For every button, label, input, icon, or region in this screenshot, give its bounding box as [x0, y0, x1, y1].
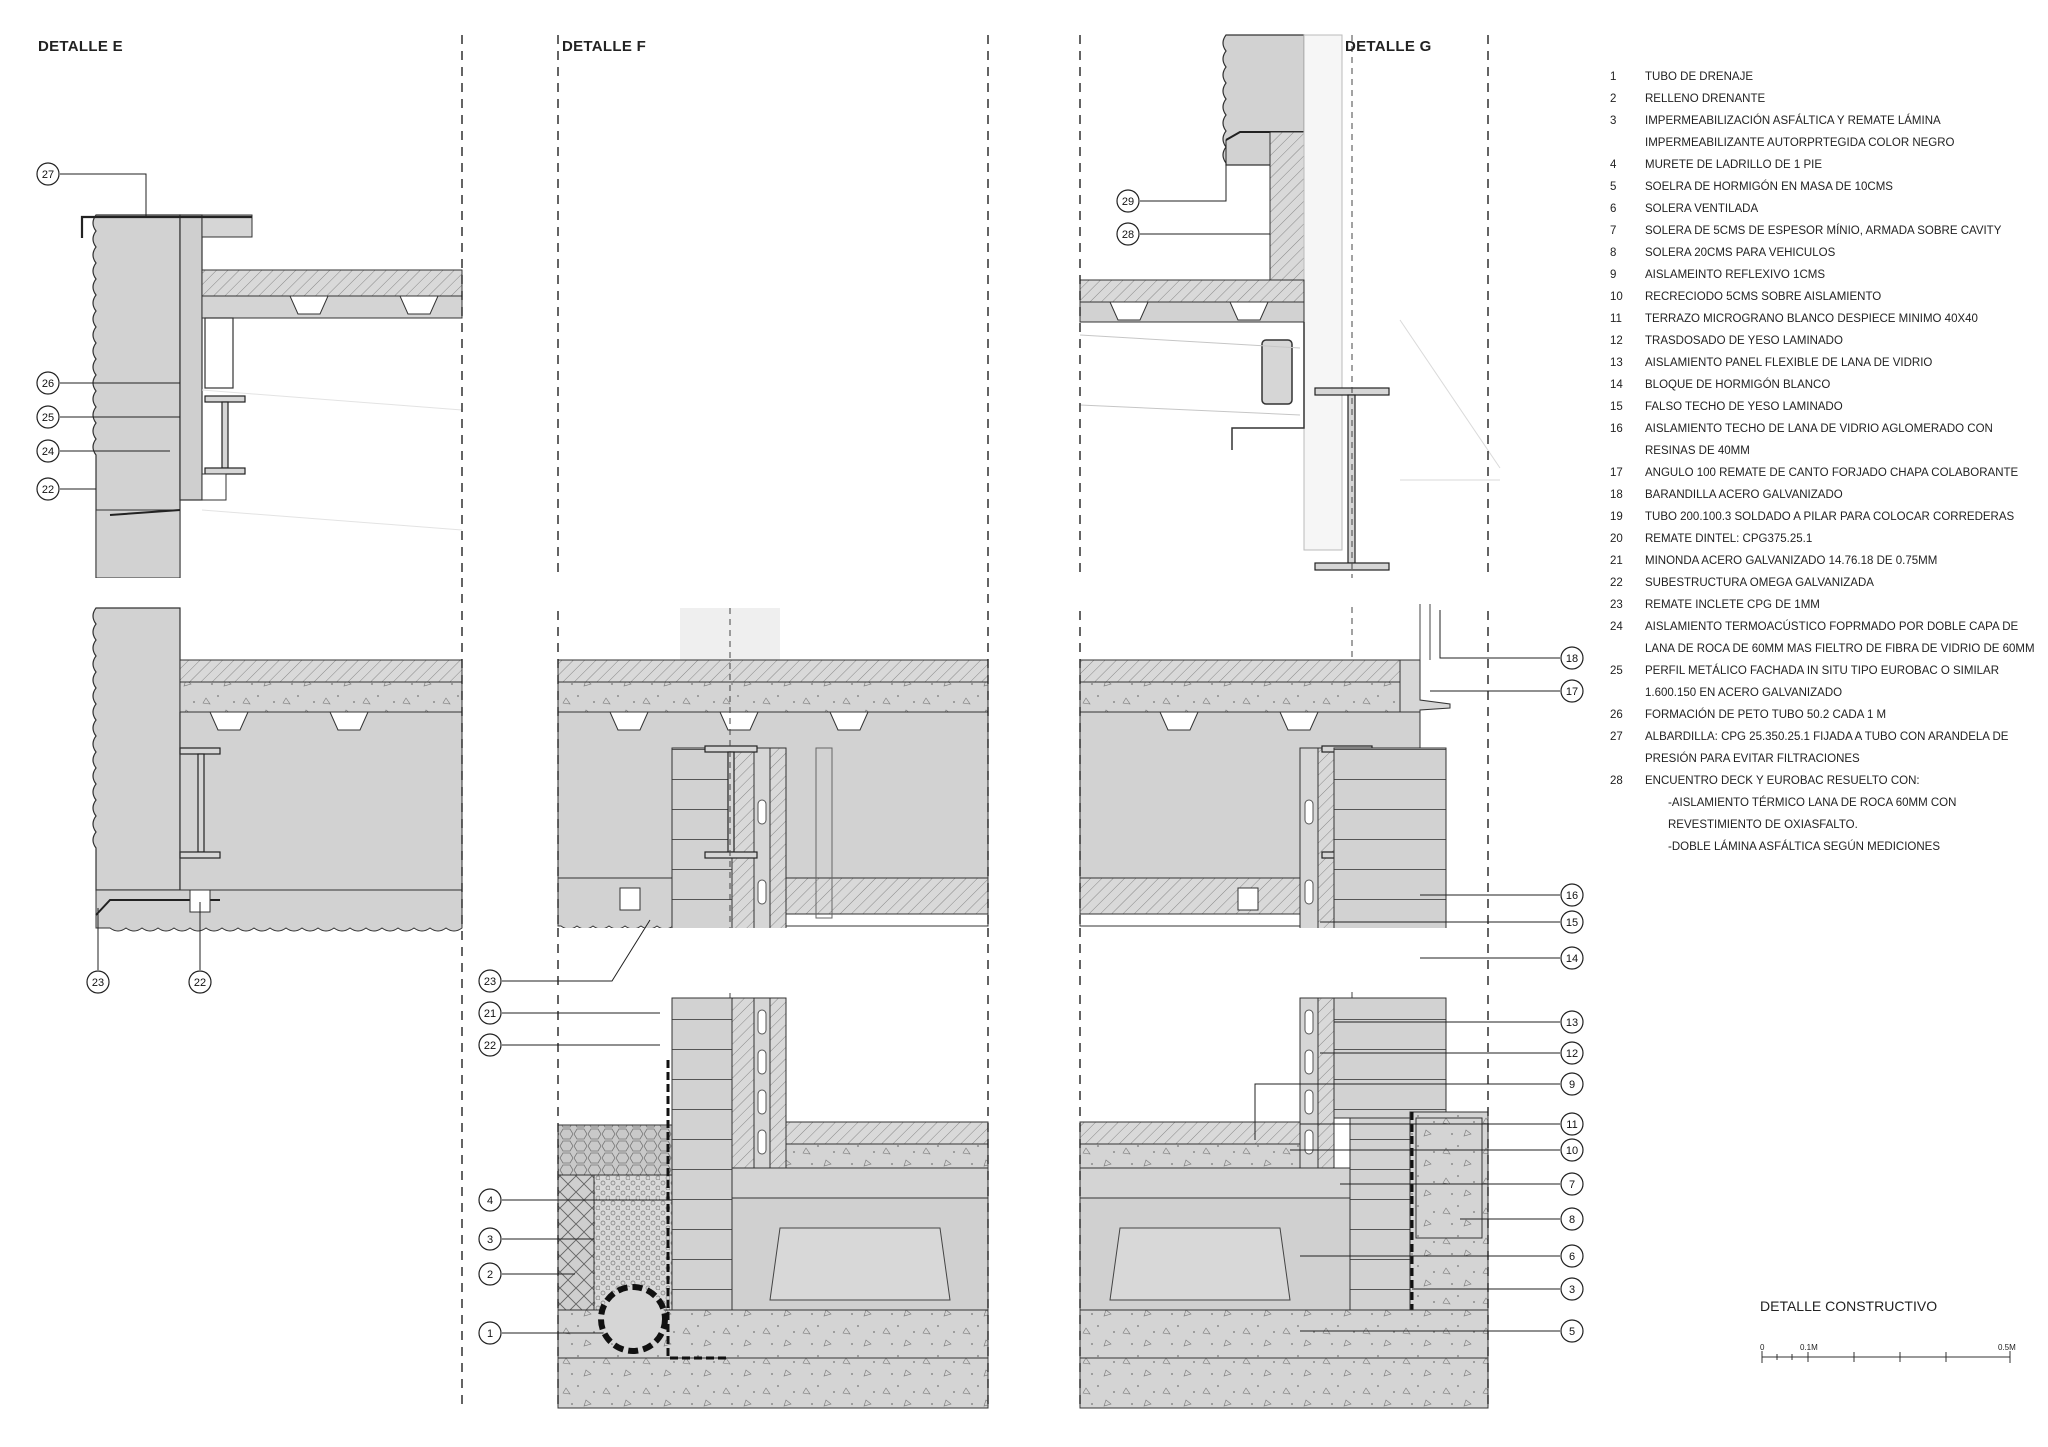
- drawing-title: DETALLE CONSTRUCTIVO: [1760, 1298, 1938, 1314]
- legend-number: 1: [1610, 71, 1617, 83]
- legend-text: SOLERA 20CMS PARA VEHICULOS: [1645, 247, 1836, 259]
- callout-g_right: [1561, 911, 1583, 933]
- legend-item: [1610, 242, 2030, 264]
- legend-item: [1610, 660, 2030, 682]
- callout-g_right: [1561, 1173, 1583, 1195]
- legend-text: BARANDILLA ACERO GALVANIZADO: [1645, 489, 1843, 501]
- callout-g_right: [1561, 1042, 1583, 1064]
- callout-number: 29: [1121, 196, 1135, 208]
- callout-number: 23: [483, 976, 497, 988]
- callout-g_right: [1561, 1320, 1583, 1342]
- callout-number: 5: [1568, 1326, 1576, 1338]
- legend-number: 26: [1610, 709, 1623, 721]
- callout-e: [37, 372, 59, 394]
- callout-number: 9: [1568, 1079, 1576, 1091]
- callout-g_right: [1561, 1073, 1583, 1095]
- legend-text: PERFIL METÁLICO FACHADA IN SITU TIPO EUROBAC O SIMILAR: [1645, 665, 2000, 677]
- callout-g_right: [1561, 1011, 1583, 1033]
- legend-item: [1610, 374, 2030, 396]
- callout-g_right: [1561, 1139, 1583, 1161]
- legend-number: 21: [1610, 555, 1623, 567]
- legend-number: 6: [1610, 203, 1617, 215]
- legend-item: [1610, 770, 2030, 792]
- legend-text: SOLERA VENTILADA: [1645, 203, 1759, 215]
- callout-number: 16: [1565, 890, 1579, 902]
- legend-number: 17: [1610, 467, 1623, 479]
- legend-text: AISLAMIENTO TECHO DE LANA DE VIDRIO AGLOMERADO CON: [1645, 423, 1993, 435]
- legend-text: TRASDOSADO DE YESO LAMINADO: [1645, 335, 1843, 347]
- callout-number: 21: [483, 1008, 497, 1020]
- legend-item: [1610, 264, 2030, 286]
- legend-number: 28: [1610, 775, 1623, 787]
- detail-f-title: DETALLE F: [562, 38, 647, 55]
- legend-number: 5: [1610, 181, 1617, 193]
- legend-text: TUBO DE DRENAJE: [1645, 71, 1753, 83]
- legend-text: REMATE INCLETE CPG DE 1MM: [1645, 599, 1820, 611]
- legend-item: [1610, 462, 2030, 484]
- callout-f: [479, 1189, 501, 1211]
- callout-g_left: [1117, 190, 1139, 212]
- callout-e: [37, 163, 59, 185]
- callout-f: [479, 1002, 501, 1024]
- legend-text: RELLENO DRENANTE: [1645, 93, 1766, 105]
- legend-continuation: LANA DE ROCA DE 60MM MAS FIELTRO DE FIBRA DE VIDRIO DE 60MM: [1645, 643, 2035, 655]
- legend-number: 13: [1610, 357, 1623, 369]
- legend-number: 9: [1610, 269, 1617, 281]
- callout-f: [479, 1228, 501, 1250]
- detail-g-title: DETALLE G: [1345, 38, 1432, 55]
- callout-number: 14: [1565, 953, 1579, 965]
- callout-f: [479, 1034, 501, 1056]
- legend-item: [1610, 176, 2030, 198]
- callout-f: [479, 970, 501, 992]
- legend-text: ANGULO 100 REMATE DE CANTO FORJADO CHAPA COLABORANTE: [1645, 467, 2019, 479]
- legend-continuation: PRESIÓN PARA EVITAR FILTRACIONES: [1645, 753, 1860, 765]
- detail-f-drawing: [558, 608, 988, 1408]
- callout-g_left: [1117, 223, 1139, 245]
- callout-g_right: [1561, 1113, 1583, 1135]
- legend-number: 23: [1610, 599, 1623, 611]
- callout-e: [37, 406, 59, 428]
- legend-number: 18: [1610, 489, 1623, 501]
- callout-number: 23: [91, 977, 105, 989]
- legend-item: [1610, 286, 2030, 308]
- legend-item: [1610, 550, 2030, 572]
- legend-number: 25: [1610, 665, 1623, 677]
- scale-label-05: 0.5M: [1998, 1343, 2016, 1352]
- callout-number: 15: [1565, 917, 1579, 929]
- callout-number: 26: [41, 378, 55, 390]
- legend-number: 20: [1610, 533, 1623, 545]
- legend-subitem: -DOBLE LÁMINA ASFÁLTICA SEGÚN MEDICIONES: [1668, 841, 1941, 853]
- callout-number: 22: [193, 977, 207, 989]
- legend-text: AISLAMEINTO REFLEXIVO 1CMS: [1645, 269, 1826, 281]
- callout-g_right: [1561, 1208, 1583, 1230]
- callout-number: 6: [1568, 1251, 1576, 1263]
- callout-number: 4: [486, 1195, 494, 1207]
- detail-e-drawing: [82, 215, 462, 931]
- callout-e: [37, 440, 59, 462]
- legend-text: IMPERMEABILIZACIÓN ASFÁLTICA Y REMATE LÁMINA: [1645, 115, 1941, 127]
- legend-number: 24: [1610, 621, 1623, 633]
- legend-item: [1610, 220, 2030, 242]
- legend-number: 3: [1610, 115, 1617, 127]
- callout-g_right: [1561, 884, 1583, 906]
- callout-number: 7: [1568, 1179, 1576, 1191]
- callout-e: [87, 971, 109, 993]
- legend-text: SOELRA DE HORMIGÓN EN MASA DE 10CMS: [1645, 181, 1893, 193]
- callout-number: 24: [41, 446, 55, 458]
- callout-g_right: [1561, 680, 1583, 702]
- callout-number: 11: [1566, 1119, 1578, 1131]
- legend-item: [1610, 330, 2030, 352]
- legend-text: SUBESTRUCTURA OMEGA GALVANIZADA: [1645, 577, 1874, 589]
- legend-continuation: RESINAS DE 40MM: [1645, 445, 1750, 457]
- legend-text: BLOQUE DE HORMIGÓN BLANCO: [1645, 379, 1831, 391]
- legend-number: 12: [1610, 335, 1623, 347]
- legend-text: ENCUENTRO DECK Y EUROBAC RESUELTO CON:: [1645, 775, 1920, 787]
- callout-number: 3: [1568, 1284, 1576, 1296]
- callout-number: 13: [1565, 1017, 1579, 1029]
- callout-number: 10: [1565, 1145, 1579, 1157]
- callout-f: [479, 1263, 501, 1285]
- callout-e: [37, 478, 59, 500]
- callout-number: 18: [1565, 653, 1579, 665]
- callout-g_right: [1561, 1278, 1583, 1300]
- legend-number: 8: [1610, 247, 1617, 259]
- scale-bar: [1762, 1351, 2010, 1363]
- legend-number: 14: [1610, 379, 1623, 391]
- legend-text: AISLAMIENTO PANEL FLEXIBLE DE LANA DE VIDRIO: [1645, 357, 1933, 369]
- legend-item: [1610, 484, 2030, 506]
- legend-number: 16: [1610, 423, 1623, 435]
- legend-text: FALSO TECHO DE YESO LAMINADO: [1645, 401, 1843, 413]
- legend-text: MURETE DE LADRILLO DE 1 PIE: [1645, 159, 1823, 171]
- scale-label-0: 0: [1760, 1343, 1765, 1352]
- callout-g_right: [1561, 1245, 1583, 1267]
- legend-text: MINONDA ACERO GALVANIZADO 14.76.18 DE 0.75MM: [1645, 555, 1938, 567]
- callout-number: 17: [1565, 686, 1579, 698]
- legend-text: TUBO 200.100.3 SOLDADO A PILAR PARA COLOCAR CORREDERAS: [1645, 511, 2015, 523]
- callout-number: 3: [486, 1234, 494, 1246]
- legend-text: REMATE DINTEL: CPG375.25.1: [1645, 533, 1813, 545]
- legend-item: [1610, 704, 2030, 726]
- legend-text: FORMACIÓN DE PETO TUBO 50.2 CADA 1 M: [1645, 709, 1887, 721]
- legend-subitem: -AISLAMIENTO TÉRMICO LANA DE ROCA 60MM CON: [1668, 797, 1957, 809]
- legend-number: 7: [1610, 225, 1617, 237]
- legend-number: 27: [1610, 731, 1623, 743]
- callout-f: [479, 1322, 501, 1344]
- legend-text: AISLAMIENTO TERMOACÚSTICO FOPRMADO POR DOBLE CAPA DE: [1645, 621, 2019, 633]
- legend-number: 19: [1610, 511, 1623, 523]
- legend-item: [1610, 308, 2030, 330]
- legend-item: [1610, 66, 2030, 88]
- legend-item: [1610, 88, 2030, 110]
- callout-number: 12: [1565, 1048, 1579, 1060]
- legend-number: 22: [1610, 577, 1623, 589]
- legend-item: [1610, 396, 2030, 418]
- legend-item: [1610, 616, 2030, 638]
- legend-item: [1610, 352, 2030, 374]
- legend-continuation: IMPERMEABILIZANTE AUTORPRTEGIDA COLOR NEGRO: [1645, 137, 1955, 149]
- legend-subitem: REVESTIMIENTO DE OXIASFALTO.: [1668, 819, 1858, 831]
- scale-label-01: 0.1M: [1800, 1343, 1818, 1352]
- legend-item: [1610, 528, 2030, 550]
- legend-item: [1610, 726, 2030, 748]
- legend-list: [1610, 66, 2035, 858]
- legend-item: [1610, 594, 2030, 616]
- callout-number: 8: [1568, 1214, 1576, 1226]
- legend-number: 2: [1610, 93, 1617, 105]
- legend-item: [1610, 572, 2030, 594]
- callout-g_right: [1561, 647, 1583, 669]
- detail-e-title: DETALLE E: [38, 38, 123, 55]
- legend-item: [1610, 154, 2030, 176]
- callout-number: 28: [1121, 229, 1135, 241]
- legend-text: TERRAZO MICROGRANO BLANCO DESPIECE MINIMO 40X40: [1645, 313, 1978, 325]
- legend-item: [1610, 110, 2030, 132]
- legend-text: RECRECIODO 5CMS SOBRE AISLAMIENTO: [1645, 291, 1882, 303]
- detail-g-drawing: [1080, 35, 1500, 1408]
- callout-g_right: [1561, 947, 1583, 969]
- callout-e: [189, 971, 211, 993]
- legend-number: 10: [1610, 291, 1623, 303]
- legend-item: [1610, 506, 2030, 528]
- legend-text: ALBARDILLA: CPG 25.350.25.1 FIJADA A TUBO CON ARANDELA DE: [1645, 731, 2009, 743]
- legend-item: [1610, 198, 2030, 220]
- legend-number: 11: [1610, 313, 1622, 325]
- callout-number: 22: [41, 484, 55, 496]
- callout-number: 25: [41, 412, 55, 424]
- legend-number: 4: [1610, 159, 1617, 171]
- legend-continuation: 1.600.150 EN ACERO GALVANIZADO: [1645, 687, 1843, 699]
- callout-number: 1: [486, 1328, 494, 1340]
- callout-number: 2: [486, 1269, 494, 1281]
- callout-number: 22: [483, 1040, 497, 1052]
- legend-number: 15: [1610, 401, 1623, 413]
- legend-text: SOLERA DE 5CMS DE ESPESOR MÍNIO, ARMADA SOBRE CAVITY: [1645, 225, 2002, 237]
- callout-number: 27: [41, 169, 55, 181]
- legend-item: [1610, 418, 2030, 440]
